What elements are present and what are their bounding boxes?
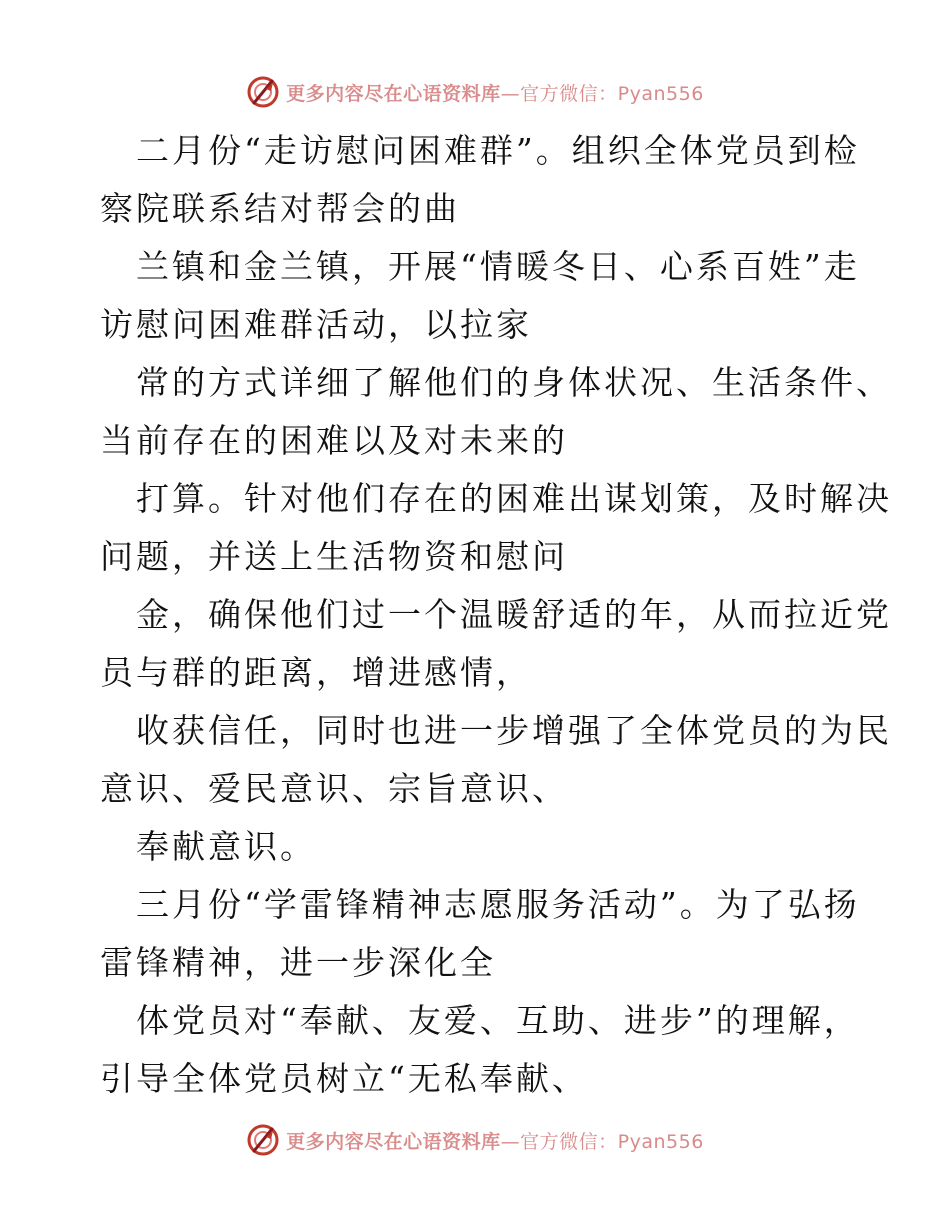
- paragraph-line: 察院联系结对帮会的曲: [100, 189, 460, 228]
- paragraph-line: 雷锋精神，进一步深化全: [100, 943, 496, 982]
- paragraph: [100, 238, 860, 354]
- paragraph: [100, 992, 860, 1108]
- paragraph-line: 当前存在的困难以及对未来的: [100, 421, 568, 460]
- watermark-dash: —: [500, 82, 521, 105]
- paragraph: [100, 586, 892, 702]
- paragraph-line: 访慰问困难群活动，以拉家: [100, 305, 532, 344]
- paragraph-line: 员与群的距离，增进感情，: [100, 653, 532, 692]
- paragraph-line: 收获信任，同时也进一步增强了全体党员的为民: [136, 711, 892, 750]
- header-watermark: [0, 72, 950, 112]
- footer-watermark: [0, 1120, 950, 1160]
- document-body: [100, 122, 892, 1108]
- paragraph-line: 奉献意识。: [136, 827, 316, 866]
- paragraph-line: 问题，并送上生活物资和慰问: [100, 537, 568, 576]
- paragraph-line: 二月份“走访慰问困难群”。组织全体党员到检: [136, 131, 860, 170]
- paragraph-line: 引导全体党员树立“无私奉献、: [100, 1059, 588, 1098]
- paragraph-line: 三月份“学雷锋精神志愿服务活动”。为了弘扬: [136, 885, 860, 924]
- watermark-text: [286, 79, 704, 106]
- paragraph-line: 打算。针对他们存在的困难出谋划策，及时解决: [136, 479, 892, 518]
- watermark-suffix: 官方微信：Pyan556: [520, 82, 704, 105]
- paragraph: [100, 818, 860, 876]
- paragraph: [100, 354, 892, 470]
- brand-logo-icon: [246, 75, 280, 109]
- paragraph: [100, 470, 892, 586]
- paragraph-line: 意识、爱民意识、宗旨意识、: [100, 769, 568, 808]
- paragraph: [100, 702, 892, 818]
- watermark-text: [286, 1127, 704, 1154]
- paragraph: [100, 876, 860, 992]
- watermark-suffix: 官方微信：Pyan556: [520, 1130, 704, 1153]
- brand-logo-icon: [246, 1123, 280, 1157]
- watermark-main: 更多内容尽在心语资料库: [286, 82, 501, 105]
- watermark-dash: —: [500, 1130, 521, 1153]
- paragraph: [100, 122, 860, 238]
- paragraph-line: 金，确保他们过一个温暖舒适的年，从而拉近党: [136, 595, 892, 634]
- paragraph-line: 常的方式详细了解他们的身体状况、生活条件、: [136, 363, 892, 402]
- paragraph-line: 兰镇和金兰镇，开展“情暖冬日、心系百姓”走: [136, 247, 860, 286]
- paragraph-line: 体党员对“奉献、友爱、互助、进步”的理解，: [136, 1001, 860, 1040]
- watermark-main: 更多内容尽在心语资料库: [286, 1130, 501, 1153]
